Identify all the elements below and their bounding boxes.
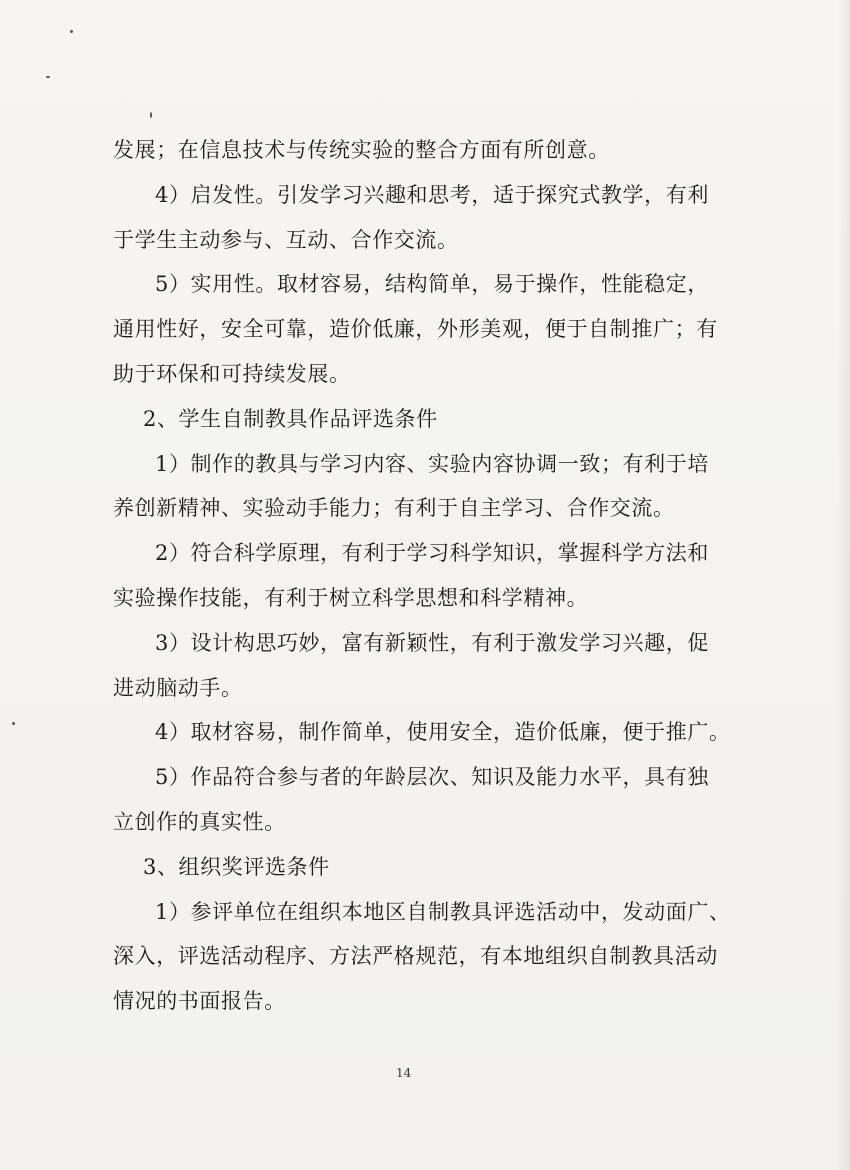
scan-speck (12, 722, 15, 725)
text-line-12: 3）设计构思巧妙，富有新颖性，有利于激发学习兴趣，促 (155, 630, 709, 655)
text-line-18: 1）参评单位在组织本地区自制教具评选活动中，发动面广、 (155, 899, 731, 924)
scan-speck (46, 76, 50, 78)
text-line-1: 发展；在信息技术与传统实验的整合方面有所创意。 (113, 138, 610, 162)
text-line-13: 进动脑动手。 (113, 675, 243, 700)
section-heading-2: 2、学生自制教具作品评选条件 (143, 406, 438, 431)
scan-speck (150, 112, 152, 118)
text-line-11: 实验操作技能，有利于树立科学思想和科学精神。 (113, 585, 589, 610)
page-edge-shadow (836, 0, 850, 1170)
text-line-6: 助于环保和可持续发展。 (113, 361, 351, 386)
text-line-9: 养创新精神、实验动手能力；有利于自主学习、合作交流。 (113, 496, 675, 521)
text-line-16: 立创作的真实性。 (113, 809, 286, 834)
text-line-19: 深入，评选活动程序、方法严格规范，有本地组织自制教具活动 (113, 944, 718, 969)
text-line-10: 2）符合科学原理，有利于学习科学知识，掌握科学方法和 (155, 541, 709, 566)
scan-speck (70, 30, 73, 33)
text-line-5: 通用性好，安全可靠，造价低廉，外形美观，便于自制推广；有 (113, 317, 718, 342)
text-line-3: 于学生主动参与、互动、合作交流。 (113, 227, 459, 252)
document-body (113, 128, 733, 1024)
text-line-20: 情况的书面报告。 (113, 989, 286, 1014)
text-line-8: 1）制作的教具与学习内容、实验内容协调一致；有利于培 (155, 451, 709, 476)
page-number: 14 (396, 1066, 412, 1080)
text-line-4: 5）实用性。取材容易，结构简单，易于操作，性能稳定， (155, 272, 709, 297)
text-line-2: 4）启发性。引发学习兴趣和思考，适于探究式教学，有利 (155, 182, 709, 207)
text-line-15: 5）作品符合参与者的年龄层次、知识及能力水平，具有独 (155, 765, 709, 790)
section-heading-3: 3、组织奖评选条件 (143, 854, 330, 879)
text-line-14: 4）取材容易，制作简单，使用安全，造价低廉，便于推广。 (155, 720, 731, 745)
